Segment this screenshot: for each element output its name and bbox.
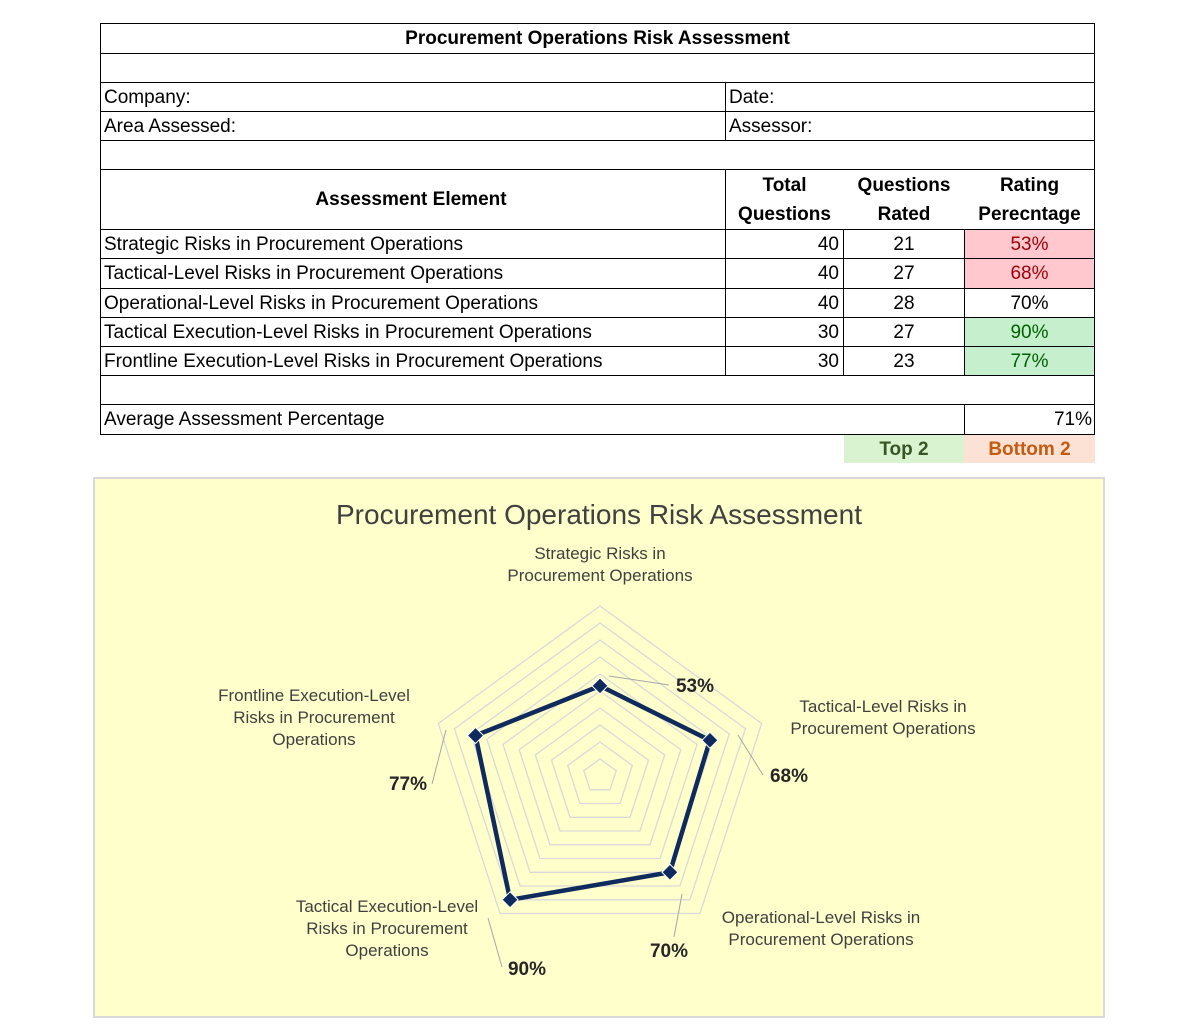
row-percentage-bottom: 53% bbox=[965, 230, 1094, 258]
header-questions-rated-line1: Questions bbox=[857, 175, 951, 196]
row-percentage: 70% bbox=[1010, 292, 1049, 314]
data-point-marker bbox=[502, 892, 518, 908]
data-label: 68% bbox=[769, 766, 809, 787]
chart-title: Procurement Operations Risk Assessment bbox=[336, 499, 862, 530]
row-rated: 21 bbox=[893, 233, 915, 255]
data-point-marker bbox=[592, 678, 608, 694]
assessment-sheet bbox=[0, 0, 1200, 470]
sheet-title: Procurement Operations Risk Assessment bbox=[405, 28, 790, 49]
row-percentage-top: 90% bbox=[965, 318, 1094, 346]
axis-category-label: Tactical-Level Risks in Procurement Operations bbox=[790, 697, 976, 738]
average-value: 71% bbox=[1053, 409, 1092, 430]
grid-line bbox=[1094, 23, 1095, 434]
data-label-leader bbox=[674, 894, 682, 937]
row-rated: 28 bbox=[893, 292, 915, 314]
legend-bottom-2: Bottom 2 bbox=[964, 435, 1095, 463]
grid-line bbox=[100, 140, 1095, 141]
radar-chart-panel bbox=[93, 477, 1105, 1018]
row-total: 40 bbox=[817, 263, 839, 284]
grid-line bbox=[100, 375, 1095, 376]
data-label: 70% bbox=[649, 941, 689, 962]
radar-gridline bbox=[568, 742, 633, 804]
data-label-leader bbox=[432, 730, 446, 784]
data-label-leader bbox=[738, 735, 763, 775]
row-total: 40 bbox=[817, 233, 839, 255]
header-total-questions-line1: Total bbox=[762, 175, 807, 196]
grid-line bbox=[100, 53, 1095, 54]
row-element: Frontline Execution-Level Risks in Procurement Operations bbox=[104, 350, 603, 372]
data-label-leader bbox=[488, 918, 502, 967]
data-label-leader bbox=[609, 676, 669, 685]
data-point-marker bbox=[702, 732, 718, 748]
row-rated: 27 bbox=[893, 263, 915, 284]
row-element: Tactical-Level Risks in Procurement Operations bbox=[104, 263, 504, 284]
axis-category-label: Frontline Execution-Level Risks in Procurement Operations bbox=[218, 686, 410, 749]
header-assessment-element: Assessment Element bbox=[315, 189, 507, 210]
data-label: 77% bbox=[388, 774, 428, 795]
legend-top-2: Top 2 bbox=[844, 435, 964, 463]
data-label: 53% bbox=[675, 676, 715, 697]
row-element: Operational-Level Risks in Procurement Operations bbox=[104, 292, 539, 314]
radar-gridline bbox=[584, 759, 616, 790]
date-label: Date: bbox=[729, 86, 775, 108]
row-element: Strategic Risks in Procurement Operations bbox=[104, 233, 464, 255]
row-percentage-bottom: 68% bbox=[965, 259, 1094, 288]
row-total: 30 bbox=[817, 350, 839, 372]
series-line bbox=[476, 686, 710, 900]
radar-chart bbox=[95, 479, 1103, 1016]
area-assessed-label: Area Assessed: bbox=[104, 115, 237, 137]
row-element: Tactical Execution-Level Risks in Procurement Operations bbox=[104, 321, 592, 343]
average-label: Average Assessment Percentage bbox=[104, 409, 385, 430]
data-label: 90% bbox=[507, 959, 547, 980]
row-total: 30 bbox=[817, 321, 839, 343]
company-label: Company: bbox=[104, 86, 191, 108]
header-rating-percentage-line1: Rating bbox=[999, 175, 1060, 196]
data-point-marker bbox=[662, 864, 678, 880]
axis-category-label: Strategic Risks in Procurement Operations bbox=[507, 544, 693, 585]
row-percentage-top: 77% bbox=[965, 347, 1094, 375]
assessor-label: Assessor: bbox=[729, 115, 813, 137]
header-questions-rated-line2: Rated bbox=[877, 204, 931, 225]
row-rated: 23 bbox=[893, 350, 915, 372]
header-total-questions-line2: Questions bbox=[738, 204, 831, 225]
axis-category-label: Tactical Execution-Level Risks in Procurement Operations bbox=[295, 897, 479, 960]
axis-category-label: Operational-Level Risks in Procurement Operations bbox=[721, 908, 921, 949]
row-total: 40 bbox=[817, 292, 839, 314]
row-rated: 27 bbox=[893, 321, 915, 343]
header-rating-percentage-line2: Perecntage bbox=[978, 204, 1081, 225]
data-point-marker bbox=[468, 728, 484, 744]
